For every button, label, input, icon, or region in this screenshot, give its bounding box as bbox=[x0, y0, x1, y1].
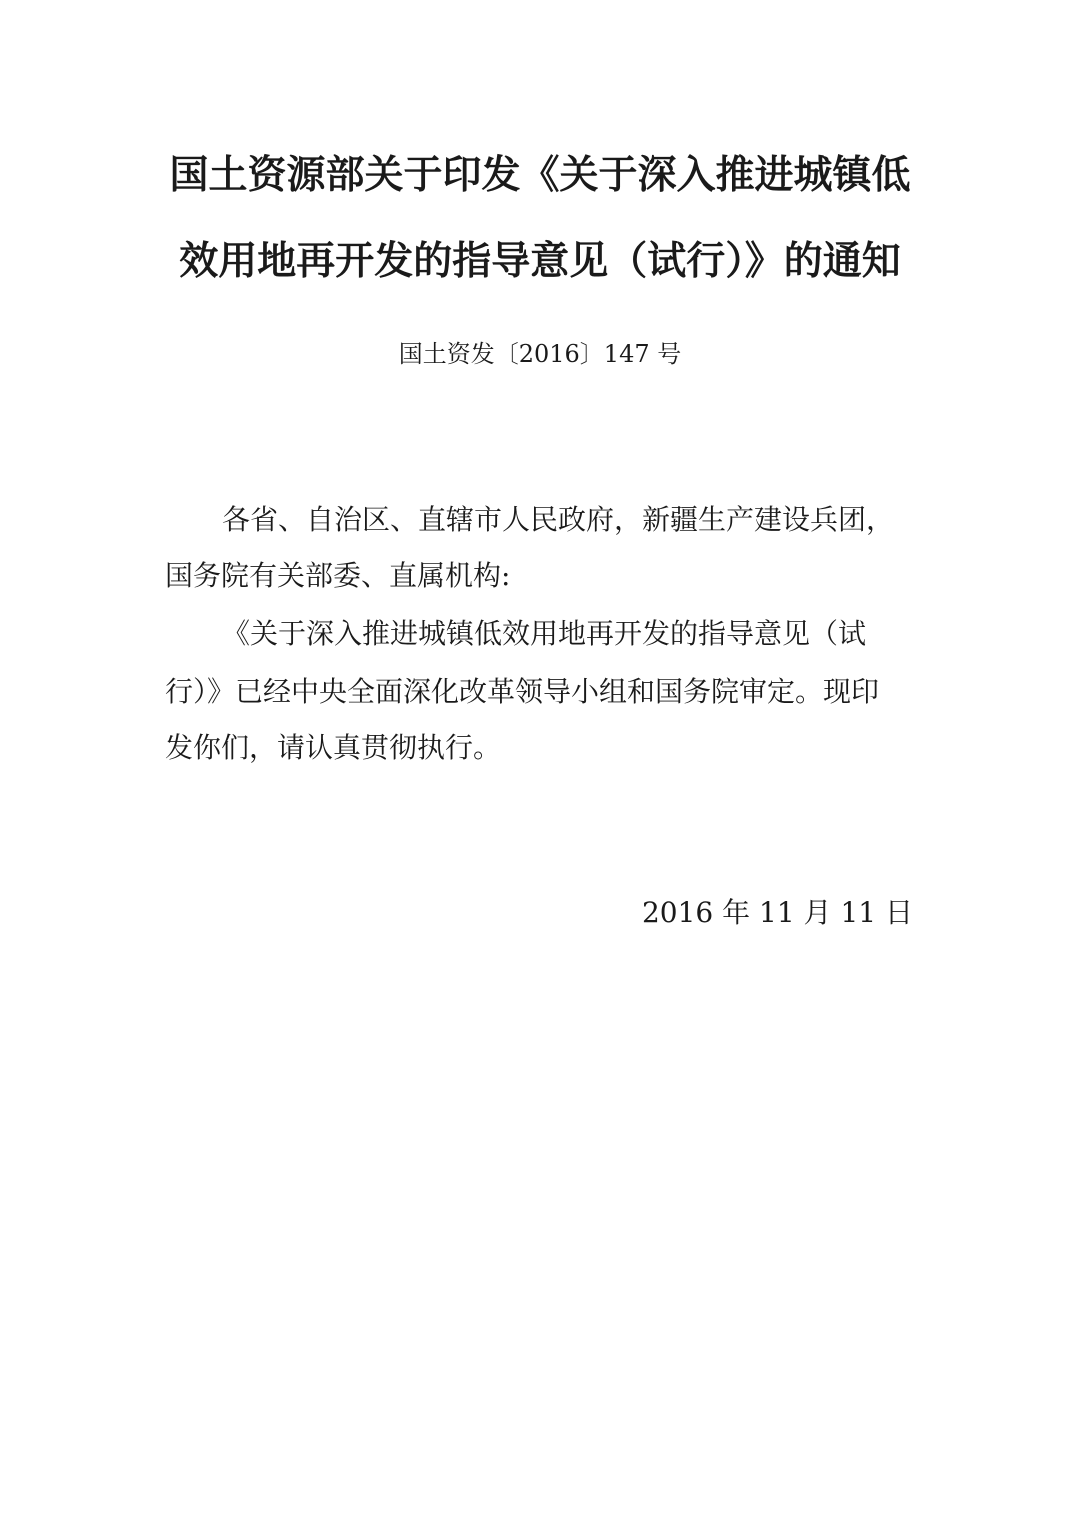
body-line-1: 《关于深入推进城镇低效用地再开发的指导意见（试 bbox=[222, 617, 867, 650]
addressee-line-2: 国务院有关部委、直属机构: bbox=[165, 559, 511, 592]
body-line-3: 发你们，请认真贯彻执行。 bbox=[165, 731, 502, 764]
document-date: 2016 年 11 月 11 日 bbox=[641, 896, 913, 929]
addressee-line-1: 各省、自治区、直辖市人民政府，新疆生产建设兵团， bbox=[222, 503, 895, 536]
document-title-line-1: 国土资源部关于印发《关于深入推进城镇低 bbox=[169, 153, 911, 198]
document-title-line-2: 效用地再开发的指导意见（试行）》的通知 bbox=[179, 239, 901, 284]
document-number: 国土资发〔2016〕147 号 bbox=[398, 340, 682, 368]
body-line-2: 行）》已经中央全面深化改革领导小组和国务院审定。现印 bbox=[165, 675, 880, 708]
